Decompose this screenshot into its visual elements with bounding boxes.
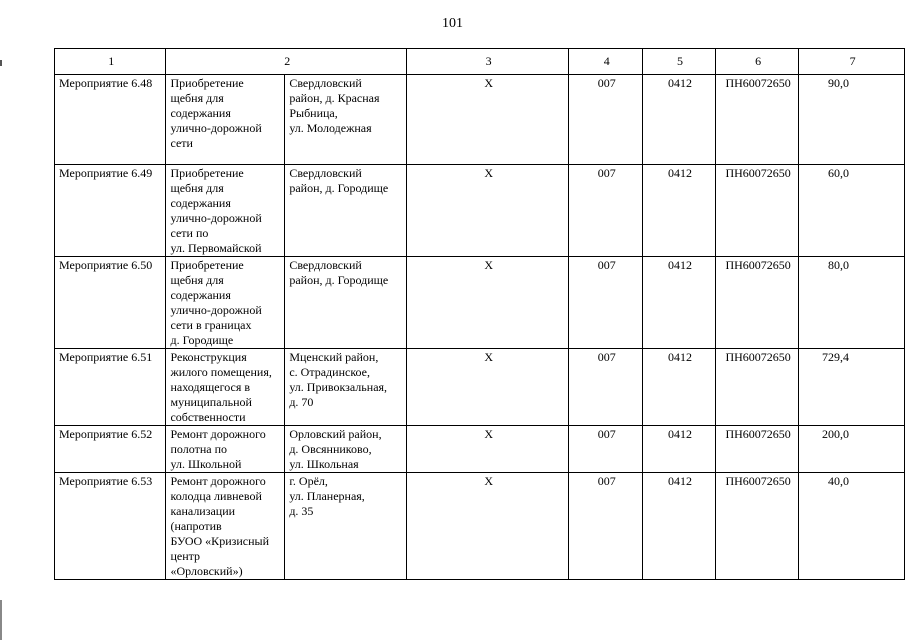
name-cell-line: центр bbox=[170, 549, 201, 563]
name-cell-line: Ремонт дорожного bbox=[170, 474, 266, 488]
location-cell-line: район, д. Городище bbox=[289, 181, 389, 195]
name-cell-line: содержания bbox=[170, 106, 231, 120]
name-cell bbox=[166, 165, 285, 257]
location-cell-line: Орловский район, bbox=[289, 427, 382, 441]
location-cell bbox=[285, 349, 407, 426]
name-cell-line: улично-дорожной bbox=[170, 121, 262, 135]
name-cell-line: канализации bbox=[170, 504, 236, 518]
col4-cell: 007 bbox=[569, 426, 643, 473]
col4-cell: 007 bbox=[569, 349, 643, 426]
location-cell bbox=[285, 426, 407, 473]
name-cell-line: содержания bbox=[170, 288, 231, 302]
location-cell-line: Свердловский bbox=[289, 258, 362, 272]
location-cell bbox=[285, 75, 407, 165]
event-cell: Мероприятие 6.52 bbox=[55, 426, 166, 473]
location-cell-line: д. Овсянниково, bbox=[289, 442, 372, 456]
header-col-1: 1 bbox=[55, 49, 166, 75]
location-cell-line: ул. Школьная bbox=[289, 457, 359, 471]
name-cell bbox=[166, 473, 285, 580]
location-cell-line: Свердловский bbox=[289, 76, 362, 90]
col3-cell: Х bbox=[406, 473, 569, 580]
col5-cell: 0412 bbox=[643, 75, 716, 165]
header-col-6: 6 bbox=[716, 49, 799, 75]
name-cell-line: жилого помещения, bbox=[170, 365, 272, 379]
col4-cell: 007 bbox=[569, 165, 643, 257]
budget-table bbox=[54, 48, 905, 580]
name-cell-line: сети bbox=[170, 136, 193, 150]
location-cell-line: ул. Привокзальная, bbox=[289, 380, 388, 394]
header-col-7: 7 bbox=[799, 49, 905, 75]
col5-cell: 0412 bbox=[643, 349, 716, 426]
location-cell-line: г. Орёл, bbox=[289, 474, 328, 488]
name-cell-line: «Орловский») bbox=[170, 564, 243, 578]
col3-cell: Х bbox=[406, 257, 569, 349]
amount-cell: 60,0 bbox=[799, 165, 905, 257]
event-cell: Мероприятие 6.50 bbox=[55, 257, 166, 349]
name-cell bbox=[166, 75, 285, 165]
amount-cell: 40,0 bbox=[799, 473, 905, 580]
name-cell-line: БУОО «Кризисный bbox=[170, 534, 270, 548]
location-cell-line: Свердловский bbox=[289, 166, 362, 180]
amount-cell: 90,0 bbox=[799, 75, 905, 165]
col3-cell: Х bbox=[406, 349, 569, 426]
header-col-4: 4 bbox=[569, 49, 643, 75]
col3-cell: Х bbox=[406, 426, 569, 473]
col5-cell: 0412 bbox=[643, 426, 716, 473]
scan-edge-mark bbox=[0, 0, 2, 640]
table-row bbox=[55, 257, 905, 349]
table-row bbox=[55, 75, 905, 165]
header-col-2: 2 bbox=[166, 49, 406, 75]
col5-cell: 0412 bbox=[643, 257, 716, 349]
location-cell-line: район, д. Красная bbox=[289, 91, 380, 105]
amount-cell: 729,4 bbox=[799, 349, 905, 426]
header-col-5: 5 bbox=[643, 49, 716, 75]
name-cell-line: собственности bbox=[170, 410, 246, 424]
header-col-3: 3 bbox=[406, 49, 569, 75]
event-cell: Мероприятие 6.48 bbox=[55, 75, 166, 165]
table-row bbox=[55, 165, 905, 257]
event-cell: Мероприятие 6.53 bbox=[55, 473, 166, 580]
name-cell-line: ул. Первомайской bbox=[170, 241, 262, 255]
col4-cell: 007 bbox=[569, 257, 643, 349]
location-cell-line: д. 35 bbox=[289, 504, 314, 518]
name-cell-line: Ремонт дорожного bbox=[170, 427, 266, 441]
col5-cell: 0412 bbox=[643, 473, 716, 580]
table-row bbox=[55, 349, 905, 426]
name-cell-line: Приобретение bbox=[170, 166, 244, 180]
name-cell-line: щебня для bbox=[170, 181, 224, 195]
name-cell bbox=[166, 349, 285, 426]
name-cell-line: сети по bbox=[170, 226, 209, 240]
table-row bbox=[55, 426, 905, 473]
name-cell bbox=[166, 426, 285, 473]
page-number: 101 bbox=[442, 16, 463, 31]
name-cell-line: сети в границах bbox=[170, 318, 252, 332]
location-cell-line: район, д. Городище bbox=[289, 273, 389, 287]
name-cell-line: Приобретение bbox=[170, 258, 244, 272]
amount-cell: 200,0 bbox=[799, 426, 905, 473]
code-cell: ПН60072650 bbox=[716, 257, 799, 349]
code-cell: ПН60072650 bbox=[716, 349, 799, 426]
code-cell: ПН60072650 bbox=[716, 473, 799, 580]
amount-cell: 80,0 bbox=[799, 257, 905, 349]
name-cell-line: Приобретение bbox=[170, 76, 244, 90]
col4-cell: 007 bbox=[569, 75, 643, 165]
location-cell-line: Мценский район, bbox=[289, 350, 379, 364]
name-cell-line: улично-дорожной bbox=[170, 211, 262, 225]
name-cell-line: находящегося в bbox=[170, 380, 251, 394]
location-cell bbox=[285, 473, 407, 580]
location-cell-line: д. 70 bbox=[289, 395, 314, 409]
name-cell-line: колодца ливневой bbox=[170, 489, 262, 503]
location-cell bbox=[285, 165, 407, 257]
table-row bbox=[55, 473, 905, 580]
location-cell-line: ул. Планерная, bbox=[289, 489, 365, 503]
name-cell-line: Реконструкция bbox=[170, 350, 247, 364]
col3-cell: Х bbox=[406, 75, 569, 165]
name-cell-line: щебня для bbox=[170, 273, 224, 287]
name-cell bbox=[166, 257, 285, 349]
name-cell-line: д. Городище bbox=[170, 333, 234, 347]
name-cell-line: полотна по bbox=[170, 442, 227, 456]
col5-cell: 0412 bbox=[643, 165, 716, 257]
location-cell-line: Рыбница, bbox=[289, 106, 338, 120]
code-cell: ПН60072650 bbox=[716, 75, 799, 165]
code-cell: ПН60072650 bbox=[716, 165, 799, 257]
header-row bbox=[55, 49, 905, 75]
col3-cell: Х bbox=[406, 165, 569, 257]
col4-cell: 007 bbox=[569, 473, 643, 580]
location-cell-line: ул. Молодежная bbox=[289, 121, 372, 135]
name-cell-line: муниципальной bbox=[170, 395, 252, 409]
code-cell: ПН60072650 bbox=[716, 426, 799, 473]
name-cell-line: ул. Школьной bbox=[170, 457, 242, 471]
event-cell: Мероприятие 6.49 bbox=[55, 165, 166, 257]
name-cell-line: (напротив bbox=[170, 519, 222, 533]
location-cell-line: с. Отрадинское, bbox=[289, 365, 371, 379]
name-cell-line: улично-дорожной bbox=[170, 303, 262, 317]
name-cell-line: щебня для bbox=[170, 91, 224, 105]
event-cell: Мероприятие 6.51 bbox=[55, 349, 166, 426]
name-cell-line: содержания bbox=[170, 196, 231, 210]
location-cell bbox=[285, 257, 407, 349]
